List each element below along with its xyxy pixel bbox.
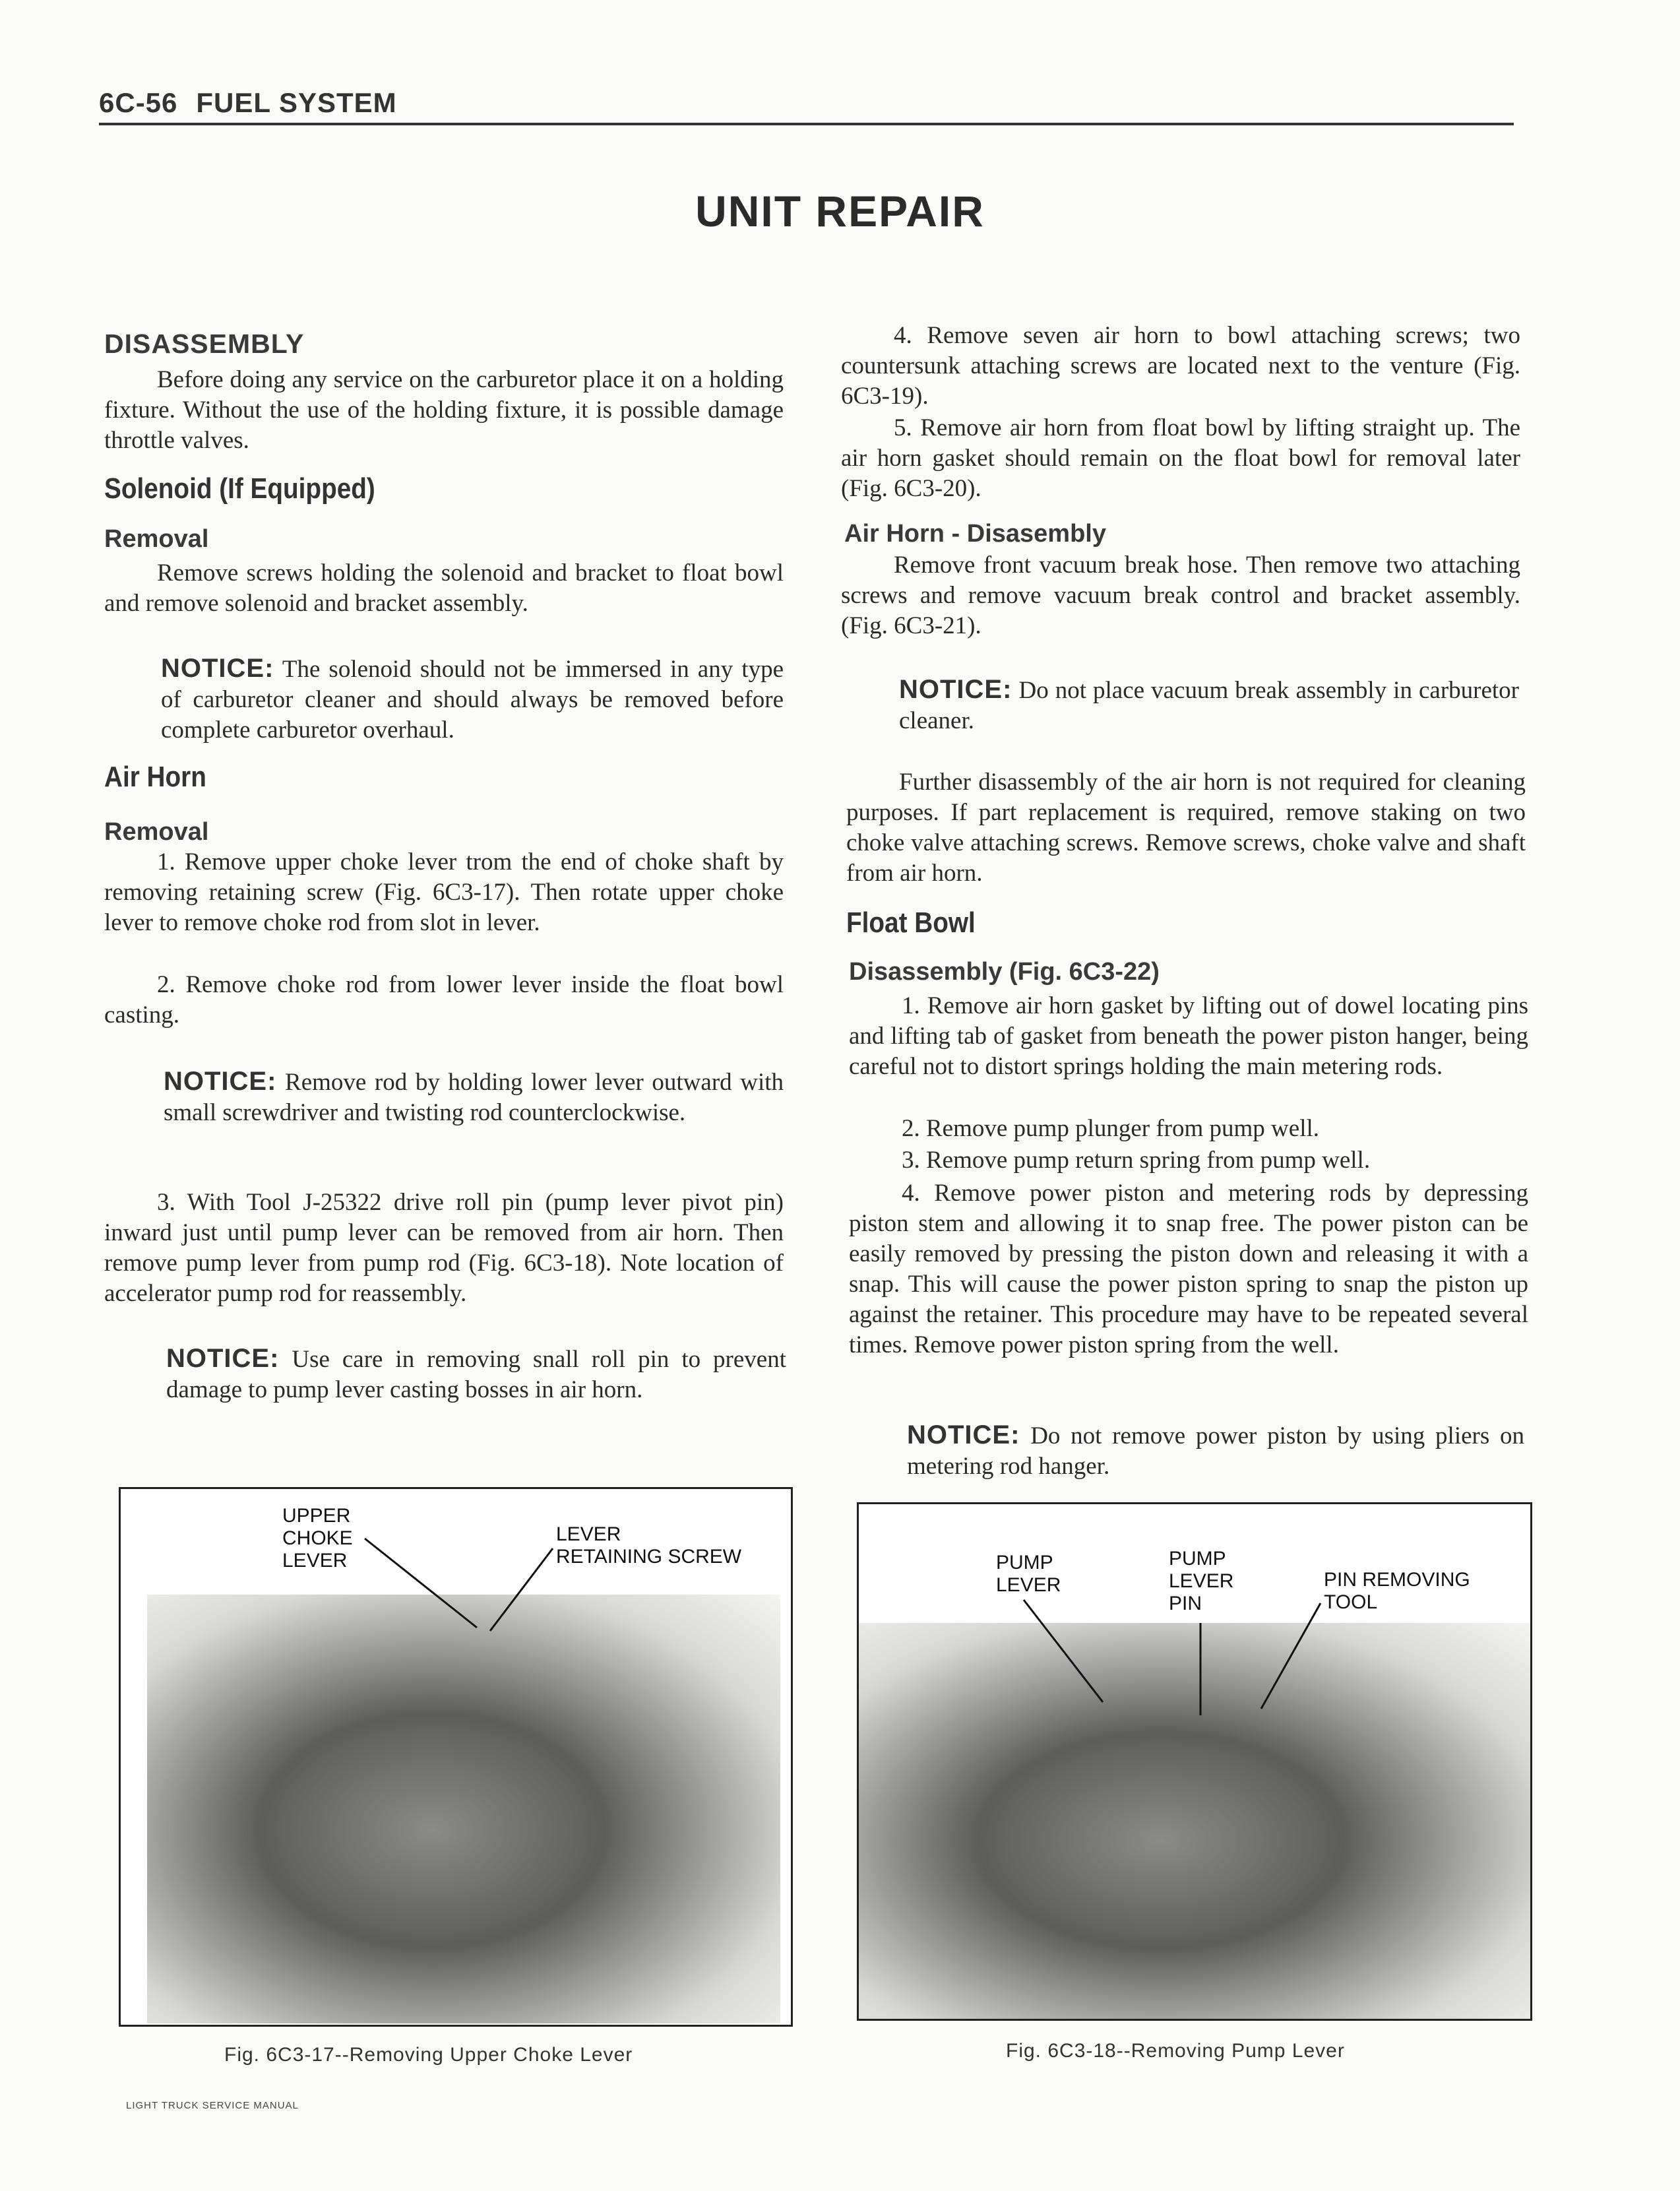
page-number: 6C-56: [99, 87, 178, 118]
notice-label: NOTICE:: [899, 675, 1012, 704]
step-2: 2. Remove choke rod from lower lever inside the float bowl casting.: [104, 971, 784, 1029]
float-step-1: 1. Remove air horn gasket by lifting out of dowel locating pins and lifting tab of gasket from beneath the power piston hanger, being careful not to distort springs holding the main metering rods.: [849, 992, 1528, 1080]
air-horn-removal-heading: Removal: [104, 818, 209, 846]
float-bowl-heading: Float Bowl: [846, 906, 976, 939]
pin-removing-tool-label: PIN REMOVING TOOL: [1324, 1569, 1470, 1613]
upper-choke-lever-label: UPPER CHOKE LEVER: [282, 1505, 353, 1572]
step-4: 4. Remove seven air horn to bowl attaching screws; two countersunk attaching screws are located next to the venture (Fig. 6C3-19).: [841, 322, 1520, 410]
further-text: Further disassembly of the air horn is not required for cleaning purposes. If part replacement is required, remove staking on two choke valve attaching screws. Remove screws, choke valve and shaft from air horn.: [846, 769, 1526, 887]
step-3: 3. With Tool J-25322 drive roll pin (pump lever pivot pin) inward just until pump lever can be removed from air horn. Then remove pump lever from pump rod (Fig. 6C3-18). Note location of accelerator pump rod for reassembly.: [104, 1189, 784, 1307]
disassembly-text: Before doing any service on the carburetor place it on a holding fixture. Without the use of the holding fixture, it is possible damage throttle valves.: [104, 366, 784, 454]
notice-2: [164, 1066, 784, 1128]
air-horn-disassembly-heading: Air Horn - Disasembly: [844, 520, 1106, 548]
figure-18-caption: Fig. 6C3-18--Removing Pump Lever: [1006, 2040, 1345, 2062]
float-step-2: 2. Remove pump plunger from pump well.: [902, 1115, 1320, 1142]
float-step-3: 3. Remove pump return spring from pump well.: [902, 1147, 1371, 1174]
notice-text: Remove rod by holding lower lever outward with small screwdriver and twisting rod counterclockwise.: [164, 1069, 784, 1126]
footer: LIGHT TRUCK SERVICE MANUAL: [126, 2100, 299, 2111]
notice-5: [907, 1420, 1524, 1482]
notice-text: Do not remove power piston by using pliers on metering rod hanger.: [907, 1422, 1525, 1480]
notice-label: NOTICE:: [907, 1420, 1020, 1449]
lever-retaining-screw-label: LEVER RETAINING SCREW: [556, 1523, 742, 1568]
float-step-4: 4. Remove power piston and metering rods by depressing piston stem and allowing it to snap free. The power piston can be easily removed by pressing the piston down and releasing it with a snap. This will cause the power piston spring to snap the piston up against the retainer. This procedure may have to be repeated several times. Remove power piston spring from the well.: [849, 1180, 1528, 1358]
step-5: 5. Remove air horn from float bowl by lifting straight up. The air horn gasket should remain on the float bowl for removal later (Fig. 6C3-20).: [841, 414, 1520, 502]
notice-label: NOTICE:: [166, 1344, 280, 1373]
solenoid-removal-text: Remove screws holding the solenoid and bracket to float bowl and remove solenoid and bracket assembly.: [104, 559, 784, 617]
notice-label: NOTICE:: [164, 1067, 277, 1096]
figure-6c3-18: [857, 1502, 1532, 2021]
notice-3: [166, 1343, 786, 1405]
header-rule: [99, 123, 1514, 125]
step-1: 1. Remove upper choke lever trom the end of choke shaft by removing retaining screw (Fig. 6C3-17). Then rotate upper choke lever to remove choke rod from slot in lever.: [104, 848, 784, 936]
leader-lines: [121, 1489, 791, 2025]
leader-lines: [859, 1504, 1530, 2019]
notice-label: NOTICE:: [161, 654, 274, 683]
disassembly-heading: DISASSEMBLY: [104, 329, 305, 359]
notice-4: [899, 674, 1519, 736]
figure-17-caption: Fig. 6C3-17--Removing Upper Choke Lever: [224, 2044, 633, 2066]
pump-lever-pin-label: PUMP LEVER PIN: [1169, 1548, 1234, 1614]
pump-lever-label: PUMP LEVER: [996, 1552, 1061, 1596]
notice-text: Use care in removing snall roll pin to prevent damage to pump lever casting bosses in air horn.: [166, 1346, 786, 1403]
page-title: UNIT REPAIR: [695, 187, 985, 236]
air-horn-heading: Air Horn: [104, 761, 206, 793]
figure-6c3-17: [119, 1487, 793, 2027]
solenoid-removal-heading: Removal: [104, 525, 209, 553]
section-title: FUEL SYSTEM: [196, 87, 397, 118]
solenoid-notice: [161, 653, 784, 746]
page-header: [99, 87, 397, 119]
air-horn-disassembly-text: Remove front vacuum break hose. Then remove two attaching screws and remove vacuum break control and bracket assembly. (Fig. 6C3-21).: [841, 552, 1520, 639]
solenoid-heading: Solenoid (If Equipped): [104, 472, 375, 505]
notice-text: Do not place vacuum break assembly in carburetor cleaner.: [899, 677, 1519, 734]
notice-text: The solenoid should not be immersed in any type of carburetor cleaner and should always be removed before complete carburetor overhaul.: [161, 656, 784, 744]
float-disassembly-heading: Disassembly (Fig. 6C3-22): [849, 958, 1160, 986]
